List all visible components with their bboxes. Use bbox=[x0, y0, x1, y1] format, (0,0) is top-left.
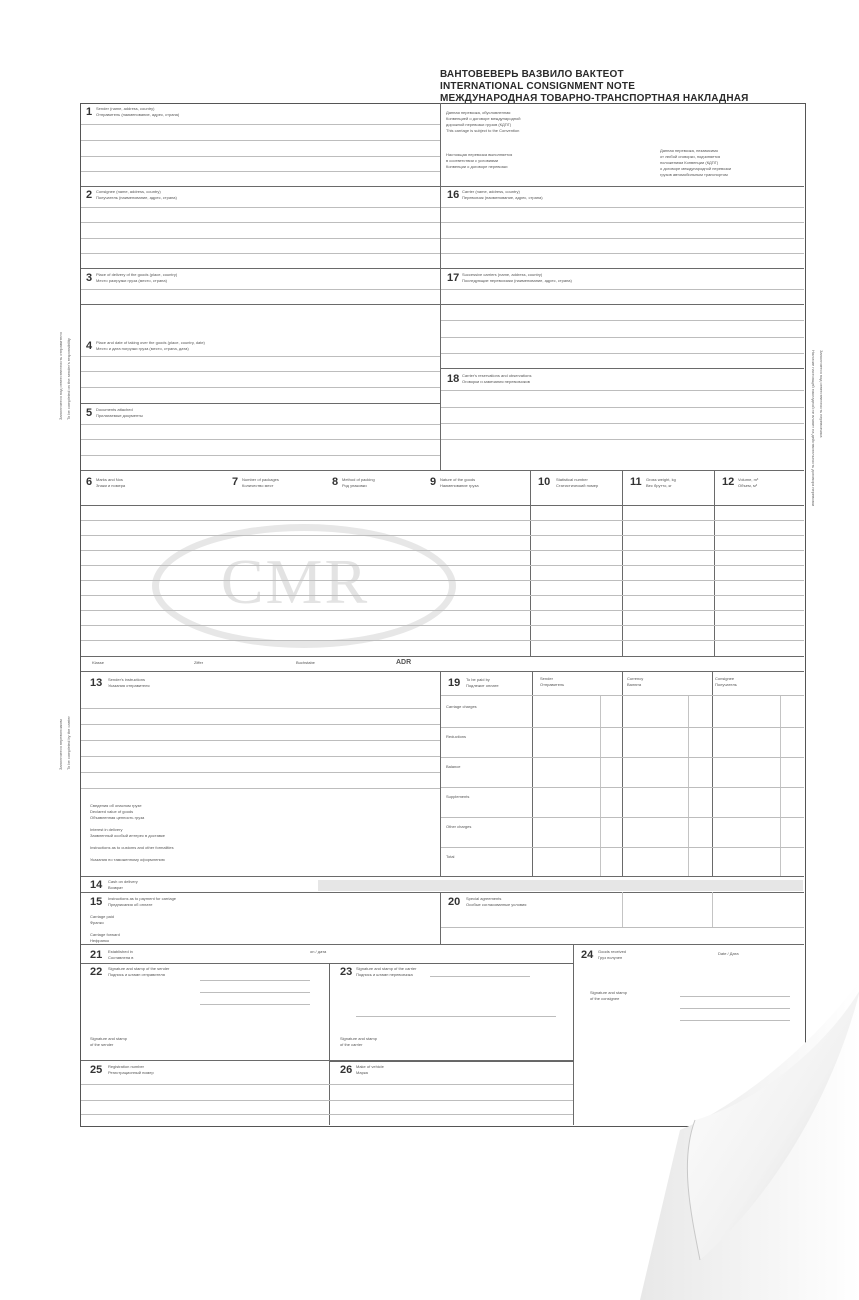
adr-label: ADR bbox=[396, 659, 412, 666]
class-label: Klasse bbox=[92, 660, 105, 665]
box-17-number: 17 bbox=[447, 272, 460, 284]
box-5-label-ru: Прилагаемые документы bbox=[96, 413, 143, 418]
box-8-label: Method of packing bbox=[342, 477, 375, 482]
box-6-label: Marks and Nos bbox=[96, 477, 123, 482]
box-18-label: Carrier's reservations and observations bbox=[462, 373, 532, 378]
box-17-label-ru: Последующие перевозчики (наименование, адрес, страна) bbox=[462, 278, 572, 283]
box-14-number: 14 bbox=[90, 879, 103, 891]
box-2-label-ru: Получатель (наименование, адрес, страна) bbox=[96, 195, 177, 200]
box-10-label: Statistical number bbox=[556, 477, 588, 482]
box-26-number: 26 bbox=[340, 1064, 353, 1076]
box-9-number: 9 bbox=[430, 476, 437, 488]
box-21-number: 21 bbox=[90, 949, 103, 961]
charge-3: Balance bbox=[446, 764, 461, 769]
box-3-number: 3 bbox=[86, 272, 93, 284]
box-18-label-ru: Оговорки и замечания перевозчиков bbox=[462, 379, 530, 384]
box-16-label: Carrier (name, address, country) bbox=[462, 189, 520, 194]
box-26-label: Make of vehicle bbox=[356, 1064, 384, 1069]
box-15-number: 15 bbox=[90, 896, 103, 908]
cmr-watermark: CMR bbox=[220, 546, 370, 617]
box-23-number: 23 bbox=[340, 966, 353, 978]
charge-6: Total bbox=[446, 854, 455, 859]
box-5-number: 5 bbox=[86, 407, 93, 419]
box-10-number: 10 bbox=[538, 476, 551, 488]
box-12-number: 12 bbox=[722, 476, 735, 488]
box-15-label: Instructions as to payment for carriage bbox=[108, 896, 177, 901]
title-line-2: INTERNATIONAL CONSIGNMENT NOTE bbox=[440, 81, 636, 92]
box-25-number: 25 bbox=[90, 1064, 103, 1076]
box-1-number: 1 bbox=[86, 106, 93, 118]
box-6-number: 6 bbox=[86, 476, 93, 488]
box-22-label: Signature and stamp of the sender bbox=[108, 966, 170, 971]
charge-1: Carriage charges bbox=[446, 704, 477, 709]
title-line-3: МЕЖДУНАРОДНАЯ ТОВАРНО-ТРАНСПОРТНАЯ НАКЛАДНАЯ bbox=[440, 93, 749, 104]
box-12-label: Volume, m³ bbox=[738, 477, 759, 482]
box-7-label: Number of packages bbox=[242, 477, 279, 482]
box-4-label: Place and date of taking over the goods (place, country, date) bbox=[96, 340, 205, 345]
box-4-number: 4 bbox=[86, 340, 93, 352]
box-8-number: 8 bbox=[332, 476, 339, 488]
box-7-number: 7 bbox=[232, 476, 239, 488]
box-22-number: 22 bbox=[90, 966, 103, 978]
charge-2: Reductions bbox=[446, 734, 467, 739]
number-label: Ziffer bbox=[194, 660, 204, 665]
box-13-label: Sender's instructions bbox=[108, 677, 146, 682]
box-3-label-ru: Место разгрузки груза (место, страна) bbox=[96, 278, 167, 283]
box-16-number: 16 bbox=[447, 189, 460, 201]
charge-4: Supplements bbox=[446, 794, 470, 799]
box-19-label: To be paid by bbox=[466, 677, 490, 682]
box-3-label: Place of delivery of the goods (place, country) bbox=[96, 272, 178, 277]
box-21-label: Established in bbox=[108, 949, 133, 954]
page-curl bbox=[640, 960, 859, 1300]
box-13-number: 13 bbox=[90, 677, 103, 689]
box-1-label-ru: Отправитель (наименование, адрес, страна) bbox=[96, 112, 180, 117]
box-5-label: Documents attached bbox=[96, 407, 133, 412]
box-20-number: 20 bbox=[448, 896, 461, 908]
charge-5: Other charges bbox=[446, 824, 472, 829]
box-2-number: 2 bbox=[86, 189, 93, 201]
box-17-label: Successive carriers (name, address, country) bbox=[462, 272, 543, 277]
letter-label: Buchstabe bbox=[296, 660, 315, 665]
title-line-1: ВАНТОВЕВЕРЬ ВАЗВИЛО ВАКТЕОТ bbox=[440, 69, 624, 80]
box-24-number: 24 bbox=[581, 949, 594, 961]
box-14-label: Cash on delivery bbox=[108, 879, 138, 884]
box-24-label: Goods received bbox=[598, 949, 627, 954]
box-25-label: Registration number bbox=[108, 1064, 145, 1069]
box-23-label: Signature and stamp of the carrier bbox=[356, 966, 417, 971]
box-19-number: 19 bbox=[448, 677, 461, 689]
box-11-label: Gross weight, kg bbox=[646, 477, 676, 482]
box-1-label: Sender (name, address, country) bbox=[96, 106, 155, 111]
box-20-label: Special agreements bbox=[466, 896, 502, 901]
box-9-label: Nature of the goods bbox=[440, 477, 476, 482]
box-16-label-ru: Перевозчик (наименование, адрес, страна) bbox=[462, 195, 543, 200]
box-4-label-ru: Место и дата погрузки груза (место, страна, дата) bbox=[96, 346, 189, 351]
box-11-number: 11 bbox=[630, 476, 642, 488]
box-2-label: Consignee (name, address, country) bbox=[96, 189, 161, 194]
box-18-number: 18 bbox=[447, 373, 460, 385]
